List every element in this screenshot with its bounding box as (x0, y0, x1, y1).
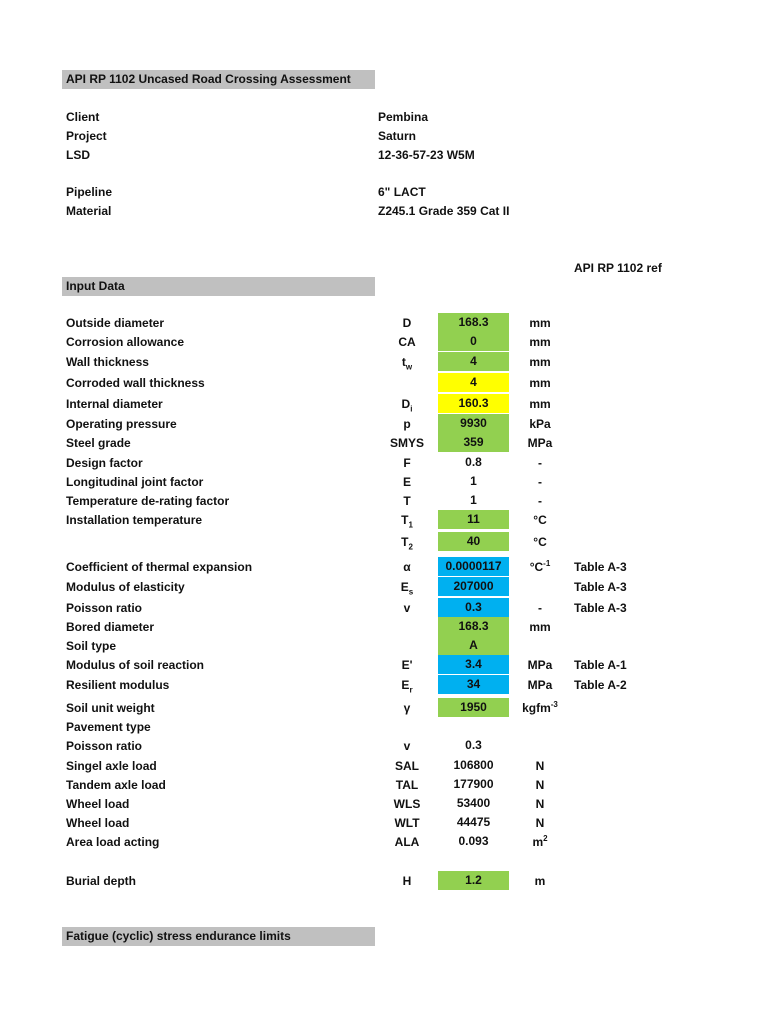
row-label: Bored diameter (66, 620, 155, 634)
value-cell[interactable]: 9930 (438, 414, 509, 433)
row-unit (517, 620, 563, 634)
row-label: Wall thickness (66, 355, 149, 369)
row-symbol (385, 797, 429, 811)
unit-text: mm (529, 620, 551, 634)
row-label: Longitudinal joint factor (66, 475, 204, 489)
row-reference: Table A-2 (574, 678, 627, 692)
symbol-text: D (401, 397, 411, 411)
row-label: Design factor (66, 456, 143, 470)
value-cell[interactable]: 0.3 (465, 738, 482, 752)
row-symbol (385, 759, 429, 773)
value-cell[interactable]: A (438, 636, 509, 655)
symbol-text: H (402, 874, 412, 888)
unit-text: mm (529, 355, 551, 369)
symbol-text: F (403, 456, 411, 470)
row-unit (517, 797, 563, 811)
unit-text: m (532, 835, 544, 849)
row-unit (517, 436, 563, 450)
row-unit (517, 658, 563, 672)
row-symbol (385, 739, 429, 753)
value-cell[interactable]: 4 (438, 373, 509, 392)
value-cell[interactable]: 0.093 (458, 834, 489, 848)
unit-text: °C (529, 560, 544, 574)
value-cell[interactable]: 168.3 (438, 313, 509, 332)
unit-text: N (535, 797, 545, 811)
value-cell[interactable]: 359 (438, 433, 509, 452)
symbol-text: TAL (395, 778, 419, 792)
unit-text: MPa (527, 436, 553, 450)
value-cell[interactable] (438, 717, 509, 736)
unit-text: - (538, 601, 542, 615)
row-symbol (385, 535, 429, 552)
symbol-text: v (403, 601, 411, 615)
row-reference: Table A-3 (574, 580, 627, 594)
row-unit (517, 316, 563, 330)
pipeline-value: 6" LACT (378, 185, 426, 199)
row-unit (517, 417, 563, 431)
row-label: Modulus of soil reaction (66, 658, 205, 672)
input-data-section-title: Input Data (66, 279, 125, 293)
unit-text: MPa (527, 658, 553, 672)
unit-superscript: 2 (543, 834, 548, 843)
row-symbol (385, 778, 429, 792)
row-unit (517, 475, 563, 489)
value-cell[interactable]: 1 (470, 493, 477, 507)
symbol-text: α (403, 560, 411, 574)
row-unit (517, 601, 563, 615)
symbol-subscript: 2 (408, 542, 413, 552)
row-label: Installation temperature (66, 513, 203, 527)
symbol-text: ALA (394, 835, 420, 849)
unit-text: mm (529, 335, 551, 349)
symbol-text: SMYS (389, 436, 424, 450)
symbol-subscript: i (410, 404, 413, 414)
row-label: Soil unit weight (66, 701, 155, 715)
row-symbol (385, 475, 429, 489)
row-unit (517, 701, 563, 715)
unit-text: °C (533, 513, 547, 527)
value-cell[interactable]: 40 (438, 532, 509, 551)
row-label: Resilient modulus (66, 678, 170, 692)
row-reference: Table A-3 (574, 601, 627, 615)
symbol-text: SAL (395, 759, 419, 773)
unit-text: MPa (527, 678, 553, 692)
value-cell[interactable]: 44475 (456, 815, 491, 829)
row-label: Internal diameter (66, 397, 163, 411)
value-cell[interactable]: 168.3 (438, 617, 509, 636)
input-data-section-bar (62, 277, 375, 296)
row-symbol (385, 816, 429, 830)
document-title: API RP 1102 Uncased Road Crossing Assessment (66, 72, 351, 86)
project-value: Saturn (378, 129, 417, 143)
row-unit (517, 513, 563, 527)
symbol-text: T (401, 535, 409, 549)
value-cell[interactable]: 53400 (456, 796, 491, 810)
row-label: Singel axle load (66, 759, 157, 773)
value-cell[interactable]: 0.0000117 (438, 557, 509, 576)
row-symbol (385, 874, 429, 888)
symbol-text: E' (401, 658, 413, 672)
row-symbol (385, 355, 429, 372)
value-cell[interactable]: 1.2 (438, 871, 509, 890)
client-label: Client (66, 110, 100, 124)
unit-text: m (534, 874, 546, 888)
row-symbol (385, 417, 429, 431)
row-symbol (385, 397, 429, 414)
row-symbol (385, 701, 429, 715)
row-unit (517, 535, 563, 549)
unit-superscript: -3 (550, 700, 558, 709)
row-label: Poisson ratio (66, 601, 143, 615)
lsd-label: LSD (66, 148, 90, 162)
row-symbol (385, 513, 429, 530)
symbol-subscript: 1 (408, 520, 413, 530)
unit-superscript: -1 (543, 559, 551, 568)
unit-text: - (538, 475, 542, 489)
unit-text: N (535, 778, 545, 792)
row-symbol (385, 580, 429, 597)
unit-text: kPa (529, 417, 551, 431)
value-cell[interactable]: 1 (470, 474, 477, 488)
value-cell[interactable]: 3.4 (438, 655, 509, 674)
row-symbol (385, 658, 429, 672)
symbol-text: γ (403, 701, 411, 715)
symbol-text: WLS (393, 797, 421, 811)
row-label: Operating pressure (66, 417, 177, 431)
row-symbol (385, 601, 429, 615)
unit-text: N (535, 759, 545, 773)
value-cell[interactable]: 177900 (453, 777, 494, 791)
value-cell[interactable]: 106800 (453, 758, 494, 772)
row-reference: Table A-1 (574, 658, 627, 672)
symbol-text: t (401, 355, 406, 369)
row-label: Wheel load (66, 816, 130, 830)
symbol-text: T (403, 494, 411, 508)
row-label: Corrosion allowance (66, 335, 185, 349)
value-cell[interactable]: 1950 (438, 698, 509, 717)
row-symbol (385, 678, 429, 695)
symbol-text: v (403, 739, 411, 753)
row-label: Tandem axle load (66, 778, 166, 792)
unit-text: N (535, 816, 545, 830)
row-unit (517, 759, 563, 773)
symbol-text: E (402, 475, 411, 489)
reference-column-header: API RP 1102 ref (574, 261, 662, 275)
unit-text: mm (529, 376, 551, 390)
symbol-subscript: r (409, 685, 413, 695)
symbol-text: E (400, 580, 409, 594)
value-cell[interactable]: 160.3 (438, 394, 509, 413)
row-unit (517, 456, 563, 470)
fatigue-section-bar (62, 927, 375, 946)
row-unit (517, 335, 563, 349)
unit-text: °C (533, 535, 547, 549)
value-cell[interactable]: 0.8 (465, 455, 482, 469)
lsd-value: 12-36-57-23 W5M (378, 148, 475, 162)
row-symbol (385, 835, 429, 849)
symbol-text: CA (398, 335, 416, 349)
material-label: Material (66, 204, 112, 218)
value-cell[interactable]: 0.3 (438, 598, 509, 617)
row-unit (517, 560, 563, 574)
row-unit (517, 494, 563, 508)
symbol-text: p (403, 417, 411, 431)
value-cell[interactable]: 34 (438, 675, 509, 694)
row-unit (517, 397, 563, 411)
row-unit (517, 355, 563, 369)
title-bar (62, 70, 375, 89)
client-value: Pembina (378, 110, 429, 124)
unit-text: kgfm (522, 701, 551, 715)
row-unit (517, 816, 563, 830)
row-symbol (385, 560, 429, 574)
symbol-text: WLT (394, 816, 420, 830)
unit-text: - (538, 494, 542, 508)
row-label: Steel grade (66, 436, 131, 450)
row-unit (517, 835, 563, 849)
value-cell[interactable]: 4 (438, 352, 509, 371)
material-value: Z245.1 Grade 359 Cat II (378, 204, 510, 218)
value-cell[interactable]: 207000 (438, 577, 509, 596)
symbol-text: D (402, 316, 412, 330)
row-label: Poisson ratio (66, 739, 143, 753)
unit-text: mm (529, 397, 551, 411)
row-symbol (385, 335, 429, 349)
value-cell[interactable]: 0 (438, 332, 509, 351)
symbol-text: T (401, 513, 409, 527)
symbol-text: E (401, 678, 410, 692)
value-cell[interactable]: 11 (438, 510, 509, 529)
row-symbol (385, 494, 429, 508)
row-reference: Table A-3 (574, 560, 627, 574)
row-label: Coefficient of thermal expansion (66, 560, 253, 574)
row-unit (517, 778, 563, 792)
row-label: Soil type (66, 639, 117, 653)
row-label: Area load acting (66, 835, 160, 849)
symbol-subscript: w (405, 362, 413, 372)
row-label: Outside diameter (66, 316, 165, 330)
row-symbol (385, 316, 429, 330)
row-label: Temperature de-rating factor (66, 494, 230, 508)
row-unit (517, 678, 563, 692)
row-unit (517, 874, 563, 888)
unit-text: mm (529, 316, 551, 330)
pipeline-label: Pipeline (66, 185, 113, 199)
row-label: Modulus of elasticity (66, 580, 185, 594)
fatigue-section-title: Fatigue (cyclic) stress endurance limits (66, 929, 291, 943)
row-symbol (385, 436, 429, 450)
row-label: Pavement type (66, 720, 151, 734)
unit-text: - (538, 456, 542, 470)
row-unit (517, 376, 563, 390)
row-label: Corroded wall thickness (66, 376, 205, 390)
row-label: Wheel load (66, 797, 130, 811)
project-label: Project (66, 129, 107, 143)
row-symbol (385, 456, 429, 470)
symbol-subscript: s (408, 587, 414, 597)
row-label: Burial depth (66, 874, 137, 888)
